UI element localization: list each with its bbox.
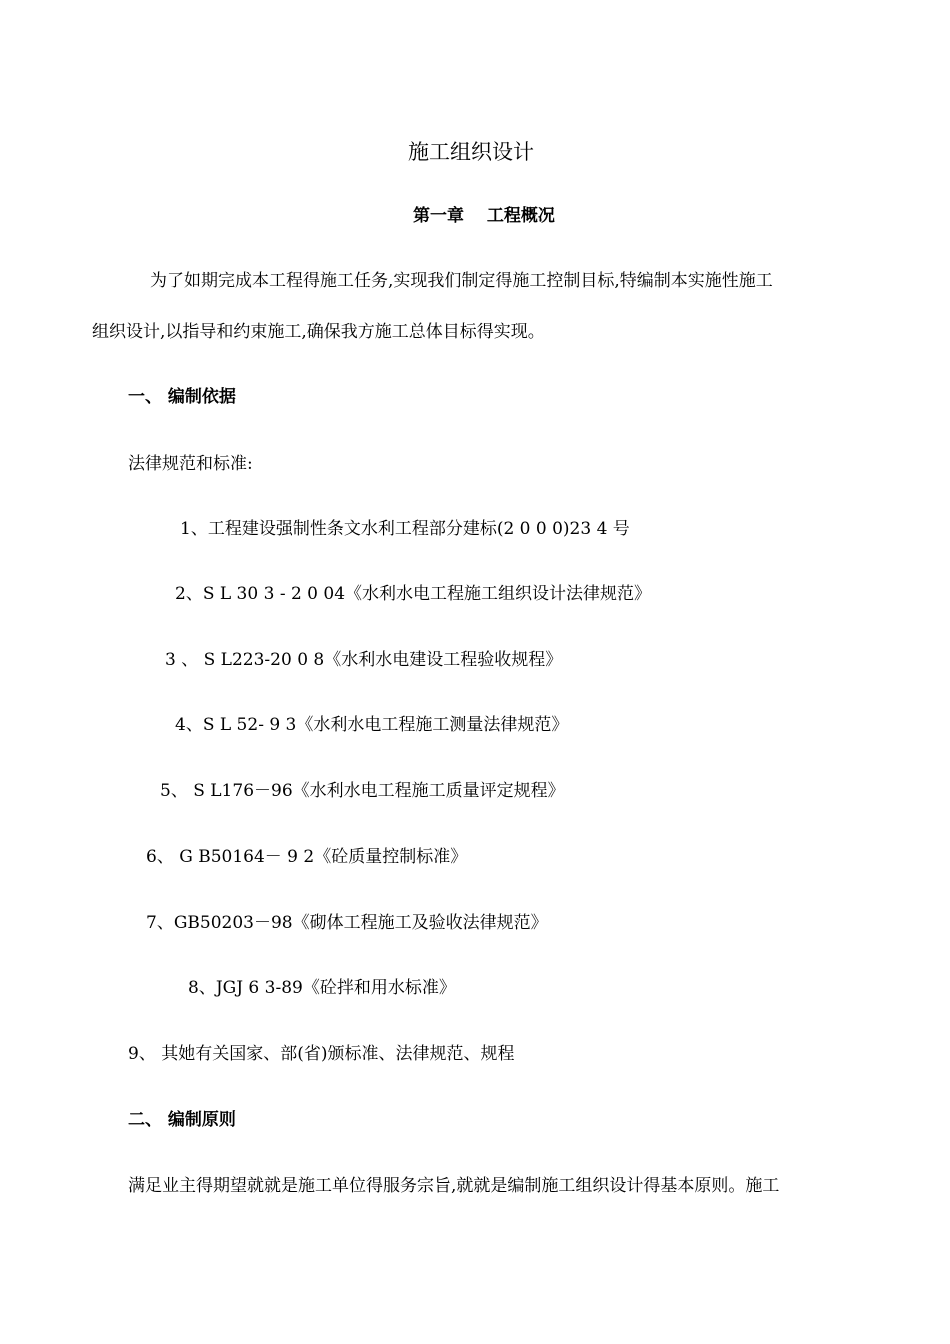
standard-item-4: 4、S L 52- 9 3《水利水电工程施工测量法律规范》 bbox=[175, 715, 569, 735]
intro-paragraph-line-1: 为了如期完成本工程得施工任务,实现我们制定得施工控制目标,特编制本实施性施工 bbox=[150, 271, 773, 291]
standard-item-9: 9、 其她有关国家、部(省)颁标准、法律规范、规程 bbox=[128, 1044, 515, 1064]
standard-item-2: 2、S L 30 3 - 2 0 04《水利水电工程施工组织设计法律规范》 bbox=[175, 584, 652, 604]
document-title: 施工组织设计 bbox=[408, 140, 534, 164]
laws-label: 法律规范和标准: bbox=[128, 454, 253, 474]
standard-item-3: 3 、 S L223-20 0 8《水利水电建设工程验收规程》 bbox=[165, 650, 563, 670]
standard-item-8: 8、JGJ 6 3-89《砼拌和用水标准》 bbox=[188, 978, 456, 998]
principle-paragraph-line-1: 满足业主得期望就就是施工单位得服务宗旨,就就是编制施工组织设计得基本原则。施工 bbox=[128, 1176, 780, 1196]
section-heading-principles: 二、 编制原则 bbox=[128, 1110, 236, 1130]
chapter-heading: 第一章 工程概况 bbox=[413, 206, 555, 226]
standard-item-5: 5、 S L176－96《水利水电工程施工质量评定规程》 bbox=[160, 781, 565, 801]
section-heading-basis: 一、 编制依据 bbox=[128, 387, 236, 407]
intro-paragraph-line-2: 组织设计,以指导和约束施工,确保我方施工总体目标得实现。 bbox=[92, 322, 545, 342]
standard-item-7: 7、GB50203－98《砌体工程施工及验收法律规范》 bbox=[146, 913, 548, 933]
standard-item-1: 1、工程建设强制性条文水利工程部分建标(2 0 0 0)23 4 号 bbox=[180, 519, 630, 539]
standard-item-6: 6、 G B50164－ 9 2《砼质量控制标准》 bbox=[146, 847, 468, 867]
